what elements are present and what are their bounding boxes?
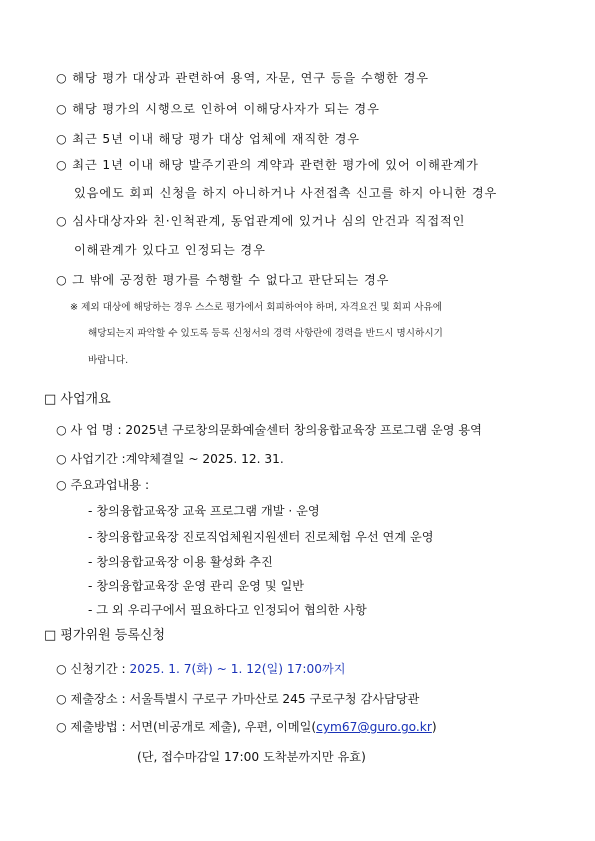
project-period: ○ 사업기간 :계약체결일 ~ 2025. 12. 31. bbox=[56, 452, 284, 466]
note-line-3: 바랍니다. bbox=[88, 355, 129, 366]
application-period-label: ○ 신청기간 : bbox=[56, 662, 130, 676]
task-item: - 창의융합교육장 진로직업체원지원센터 진로체험 우선 연계 운영 bbox=[88, 530, 434, 544]
submission-method-close: ) bbox=[431, 720, 437, 734]
application-period-value: 2025. 1. 7(화) ~ 1. 12(일) 17:00까지 bbox=[129, 662, 346, 676]
note-line-1: ※ 제외 대상에 해당하는 경우 스스로 평가에서 회피하여야 하며, 자격요건 및 회피 사유에 bbox=[70, 302, 443, 313]
condition-5: ○ 심사대상자와 친·인척관계, 동업관계에 있거나 심의 안건과 직접적인 bbox=[56, 214, 466, 228]
task-item: - 창의융합교육장 교육 프로그램 개발 · 운영 bbox=[88, 504, 320, 518]
note-line-2: 해당되는지 파악할 수 있도록 등록 신청서의 경력 사항란에 경력을 반드시 명시하시기 bbox=[88, 328, 443, 339]
submission-method-label: ○ 제출방법 : 서면(비공개로 제출), 우편, 이메일( bbox=[56, 720, 317, 734]
section-heading-overview: □ 사업개요 bbox=[44, 392, 111, 407]
section-heading-registration: □ 평가위원 등록신청 bbox=[44, 628, 166, 643]
task-item: - 창의융합교육장 이용 활성화 추진 bbox=[88, 555, 273, 569]
submission-method bbox=[56, 719, 437, 735]
project-name: ○ 사 업 명 : 2025년 구로창의문화예술센터 창의융합교육장 프로그램 운영 용역 bbox=[56, 423, 482, 437]
condition-2: ○ 해당 평가의 시행으로 인하여 이해당사자가 되는 경우 bbox=[56, 102, 380, 116]
condition-4: ○ 최근 1년 이내 해당 발주기관의 계약과 관련한 평가에 있어 이해관계가 bbox=[56, 158, 479, 172]
tasks-label: ○ 주요과업내용 : bbox=[56, 478, 150, 492]
application-period bbox=[56, 661, 346, 677]
task-item: - 그 외 우리구에서 필요하다고 인정되어 협의한 사항 bbox=[88, 603, 367, 617]
condition-6: ○ 그 밖에 공정한 평가를 수행할 수 없다고 판단되는 경우 bbox=[56, 273, 390, 287]
condition-1: ○ 해당 평가 대상과 관련하여 용역, 자문, 연구 등을 수행한 경우 bbox=[56, 71, 429, 85]
deadline-note: (단, 접수마감일 17:00 도착분까지만 유효) bbox=[137, 750, 366, 764]
submission-place: ○ 제출장소 : 서울특별시 구로구 가마산로 245 구로구청 감사담당관 bbox=[56, 692, 420, 706]
condition-5-cont: 이해관계가 있다고 인정되는 경우 bbox=[74, 243, 266, 257]
condition-3: ○ 최근 5년 이내 해당 평가 대상 업체에 재직한 경우 bbox=[56, 132, 360, 146]
email-link[interactable]: cym67@guro.go.kr bbox=[316, 720, 432, 734]
condition-4-cont: 있음에도 회피 신청을 하지 아니하거나 사전접촉 신고를 하지 아니한 경우 bbox=[74, 186, 498, 200]
task-item: - 창의융합교육장 운영 관리 운영 및 일반 bbox=[88, 579, 305, 593]
